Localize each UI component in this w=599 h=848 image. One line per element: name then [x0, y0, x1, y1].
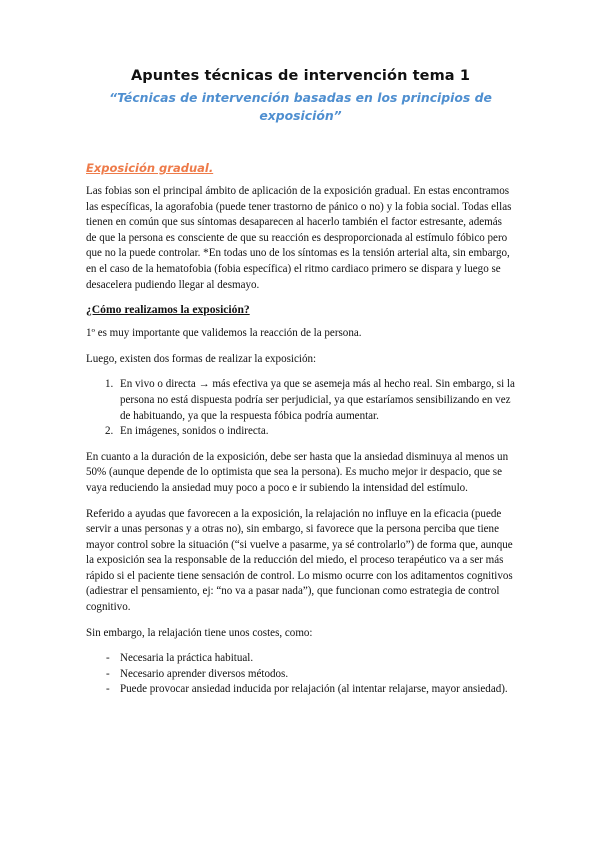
dash-list [86, 651, 515, 698]
list-item-text: En vivo o directa → más efectiva ya que se asemeja más al hecho real. Sin embargo, si la persona no está dispuesta podría ser perjudicial, ya que estaríamos sensibilizando en vez de habituando, ya que la respuesta fóbica podría aumentar. [120, 378, 515, 422]
list-marker: - [106, 652, 110, 665]
costs-paragraph: Sin embargo, la relajación tiene unos costes, como: [86, 626, 313, 639]
list-item-text: Puede provocar ansiedad inducida por relajación (al intentar relajarse, mayor ansiedad). [120, 683, 508, 696]
list-marker: - [106, 667, 110, 680]
numbered-list [86, 377, 515, 439]
list-marker: 1. [105, 378, 114, 391]
page-title: Apuntes técnicas de intervención tema 1 [130, 68, 471, 84]
question-heading: ¿Cómo realizamos la exposición? [86, 303, 250, 317]
list-item [86, 682, 515, 698]
forms-paragraph: Luego, existen dos formas de realizar la exposición: [86, 352, 317, 365]
page-subtitle: “Técnicas de intervención basadas en los principios de exposición” [109, 90, 492, 123]
list-item-text: Necesaria la práctica habitual. [120, 652, 254, 665]
section-heading: Exposición gradual. [86, 161, 214, 175]
intro-paragraph: Las fobias son el principal ámbito de aplicación de la exposición gradual. En estas encontramos las específicas, la agorafobia (puede tener trastorno de pánico o no) y la fobia social. Todas ellas tienen en común que sus síntomas desaparecen al hacerlo también el factor estresante, además de que la persona es consciente de que su reacción es desproporcionada al estímulo fóbico pero que no la puede controlar. *En todas uno de los síntomas es la tensión arterial alta, sin embargo, en el caso de la hematofobia (fobia específica) el ritmo cardiaco primero se dispara y luego se desacelera pudiendo llegar al desmayo. [86, 185, 512, 291]
relaxation-paragraph: Referido a ayudas que favorecen a la exposición, la relajación no influye en la eficacia (puede servir a unas personas y a otras no), sin embargo, si favorece que la persona perciba que tiene mayor control sobre la situación (“si vuelve a pasarme, ya sé controlarlo”) de forma que, aunque la exposición sea la responsable de la reducción del miedo, el proceso terapéutico va a ser más rápido si el paciente tiene sensación de control. Lo mismo ocurre con los aditamentos cognitivos (adiestrar el pensamiento, ej: “no va a pasar nada”), que funcionan como estrategia de control cognitivo. [86, 507, 513, 614]
list-item [86, 667, 515, 683]
duration-paragraph: En cuanto a la duración de la exposición, debe ser hasta que la ansiedad disminuya al menos un 50% (aunque depende de lo optimista que sea la persona). Es mucho mejor ir despacio, que se vaya reduciendo la ansiedad muy poco a poco e ir subiendo la intensidad del estímulo. [86, 450, 509, 494]
list-item-text: En imágenes, sonidos o indirecta. [120, 425, 269, 438]
list-marker: - [106, 683, 110, 696]
list-item [86, 424, 515, 440]
list-marker: 2. [105, 425, 114, 438]
list-item [86, 651, 515, 667]
list-item-text: Necesario aprender diversos métodos. [120, 667, 289, 680]
list-item [86, 377, 515, 424]
validate-paragraph: 1º es muy importante que validemos la reacción de la persona. [86, 327, 362, 340]
